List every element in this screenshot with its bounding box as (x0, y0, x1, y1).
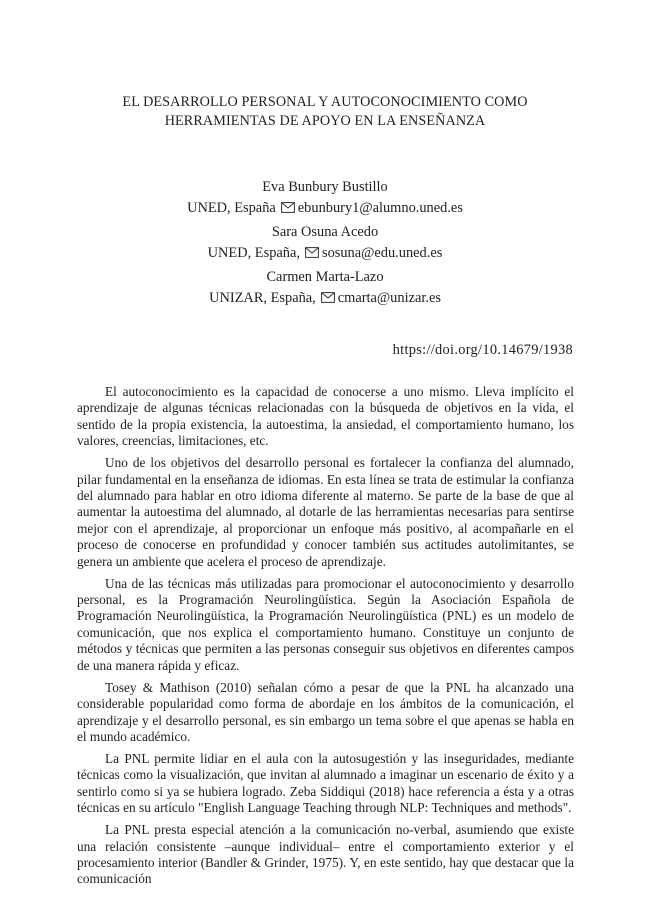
author-list (100, 177, 550, 312)
author-affiliation: UNED, España (187, 200, 276, 216)
author-affiliation-line (100, 198, 550, 219)
title-line-2: HERRAMIENTAS DE APOYO EN LA ENSEÑANZA (164, 113, 486, 129)
envelope-icon (281, 202, 295, 213)
envelope-icon (321, 292, 335, 303)
title-line-1: EL DESARROLLO PERSONAL Y AUTOCONOCIMIENTO COMO (122, 94, 528, 110)
paper-title (60, 93, 590, 131)
author-email[interactable]: sosuna@edu.uned.es (321, 245, 443, 261)
author-entry (100, 177, 550, 219)
envelope-icon (305, 247, 319, 258)
author-entry (100, 267, 550, 309)
doi-link[interactable]: https://doi.org/10.14679/1938 (392, 342, 573, 358)
paragraph: La PNL presta especial atención a la comunicación no-verbal, asumiendo que existe una relación consistente –aunque individual– entre el comportamiento exterior y el procesamiento interior (Bandler & Grinder, 1975). Y, en este sentido, hay que destacar que la comunicación (77, 822, 574, 887)
author-affiliation-line (100, 288, 550, 309)
author-affiliation: UNED, España, (207, 245, 300, 261)
author-name: Eva Bunbury Bustillo (262, 179, 388, 195)
paragraph: Tosey & Mathison (2010) señalan cómo a pesar de que la PNL ha alcanzado una considerable popularidad como forma de abordaje en los ámbitos de la comunicación, el aprendizaje y el desarrollo personal, es sin embargo un tema sobre el que apenas se habla en el mundo académico. (77, 679, 574, 744)
author-affiliation-line (100, 243, 550, 264)
paragraph: Uno de los objetivos del desarrollo personal es fortalecer la confianza del alumnado, pilar fundamental en la enseñanza de idiomas. En esta línea se trata de estimular la confianza del alumnado para hablar en otro idioma diferente al materno. Se parte de la base de que al aumentar la autoestima del alumnado, al dotarle de las herramientas necesarias para sentirse mejor con el aprendizaje, al proporcionar un enfoque más positivo, al acompañarle en el proceso de conocerse en profundidad y conocer también sus actitudes autolimitantes, se genera un ambiente que acelera el proceso de aprendizaje. (77, 455, 574, 569)
paragraph: El autoconocimiento es la capacidad de conocerse a uno mismo. Lleva implícito el aprendizaje de algunas técnicas relacionadas con la búsqueda de objetivos en la vida, el sentido de la propia existencia, la autoestima, la ansiedad, el comportamiento humano, los valores, creencias, limitaciones, etc. (77, 384, 574, 449)
author-email[interactable]: cmarta@unizar.es (337, 290, 441, 306)
author-entry (100, 222, 550, 264)
author-affiliation: UNIZAR, España, (209, 290, 316, 306)
author-name: Carmen Marta-Lazo (266, 269, 384, 285)
paragraph: La PNL permite lidiar en el aula con la autosugestión y las inseguridades, mediante técnicas como la visualización, que invitan al alumnado a imaginar un escenario de éxito y a sentirlo como si ya se hubiera logrado. Zeba Siddiqui (2018) hace referencia a ésta y a otras técnicas en su artículo "English Language Teaching through NLP: Techniques and methods". (77, 750, 574, 816)
author-name: Sara Osuna Acedo (271, 224, 379, 240)
body-text (77, 384, 574, 888)
author-email[interactable]: ebunbury1@alumno.uned.es (297, 200, 463, 216)
paragraph: Una de las técnicas más utilizadas para promocionar el autoconocimiento y desarrollo personal, es la Programación Neurolingüística. Según la Asociación Española de Programación Neurolingüística, la Programación Neurolingüística (PNL) es un modelo de comunicación, que nos explica el comportamiento humano. Constituye un conjunto de métodos y técnicas que permiten a las personas conseguir sus objetivos en diferentes campos de una manera rápida y eficaz. (77, 575, 574, 673)
